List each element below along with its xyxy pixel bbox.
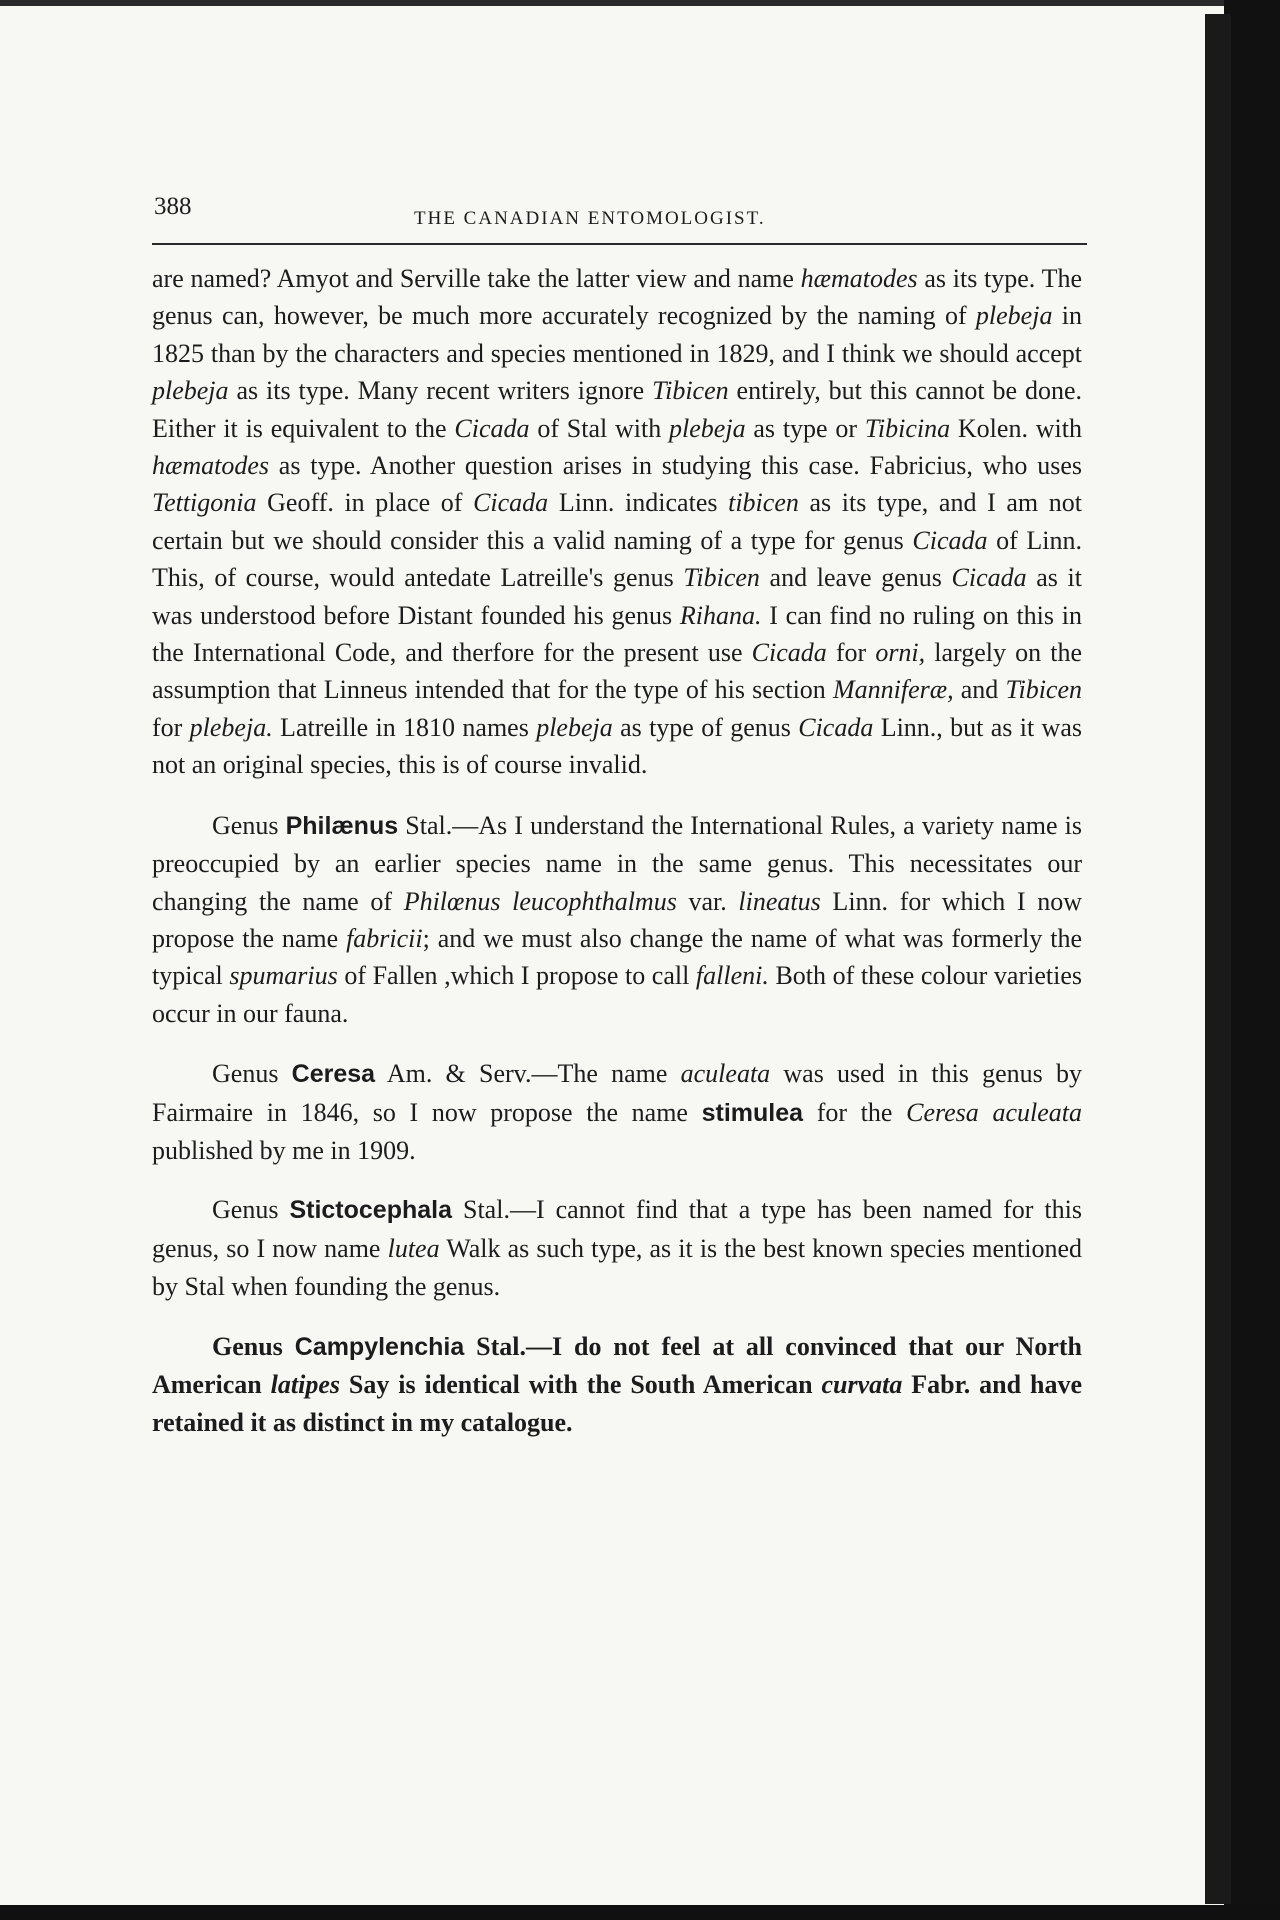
text-run: Am. & Serv.—The name [375, 1059, 681, 1089]
italic-term: aculeata [680, 1059, 771, 1089]
italic-term: Tibicen [652, 376, 729, 406]
italic-term: Philœnus leucophthalmus [403, 886, 677, 916]
text-run: as it was understood before Distant founded his genus [152, 563, 1083, 630]
genus-name: Stictocephala [289, 1196, 452, 1225]
text-run: Stal.—I do not feel at all convinced that our North American [152, 1331, 1082, 1400]
text-run: I can find no ruling on this in the International Code, and therfore for the present use [152, 600, 1082, 668]
italic-term: Tibicen [1005, 675, 1083, 705]
italic-term: Cicada [751, 638, 827, 668]
italic-term: fabricii [346, 923, 423, 953]
scan-bottom-edge [0, 1905, 1280, 1920]
italic-term: Rihana. [679, 600, 762, 630]
italic-term: Cicada [454, 413, 530, 443]
paragraph-philaenus [152, 807, 1082, 1032]
italic-term: hæmatodes [152, 451, 269, 481]
genus-name: Philænus [285, 811, 399, 840]
page-number: 388 [154, 193, 192, 220]
scan-top-edge [0, 0, 1224, 6]
italic-term: plebeja [975, 301, 1053, 331]
italic-term: plebeja [152, 376, 229, 406]
text-run: and leave genus [759, 563, 952, 593]
italic-term: Ceresa aculeata [906, 1097, 1082, 1127]
italic-term: plebeja. [189, 712, 273, 742]
text-run: Genus [212, 1331, 295, 1361]
new-name: stimulea [701, 1098, 804, 1127]
running-title: THE CANADIAN ENTOMOLOGIST. [414, 208, 766, 229]
paragraph-ceresa [152, 1055, 1082, 1169]
text-run: for [152, 712, 190, 742]
text-run: and [953, 675, 1006, 705]
italic-term: Cicada [473, 488, 549, 518]
italic-term: Cicada [798, 712, 874, 742]
text-run: Linn., but as it was not an original species, this is of course invalid. [152, 712, 1082, 780]
text-run: Genus [212, 1195, 290, 1225]
text-run: Linn. for which I now propose the name [152, 886, 1083, 953]
text-run: largely on the assumption that Linneus intended that for the type of his section [152, 638, 1082, 705]
italic-term: plebeja [669, 413, 746, 443]
text-run: was used in this genus by Fairmaire in 1846, so I now propose the name [152, 1059, 1083, 1127]
text-run: Genus [212, 810, 286, 840]
italic-term: lutea [387, 1233, 440, 1263]
italic-term: orni, [875, 638, 926, 668]
text-run: entirely, but this cannot be done. Either it is equivalent to the [152, 376, 1082, 443]
text-run: as its type. Many recent writers ignore [228, 376, 653, 406]
paragraph-stictocephala [152, 1191, 1082, 1306]
text-run: in 1825 than by the characters and species mentioned in 1829, and I think we should accept [152, 301, 1082, 368]
text-run: for the [803, 1097, 907, 1127]
text-run: Latreille in 1810 names [272, 712, 537, 742]
text-run: Genus [212, 1059, 292, 1089]
italic-term: plebeja [536, 712, 613, 742]
italic-term: hæmatodes [800, 264, 918, 293]
italic-term: curvata [821, 1370, 903, 1400]
text-run: are named? Amyot and Serville take the latter view and name [152, 264, 801, 293]
text-run: Geoff. in place of [256, 488, 474, 518]
genus-name: Ceresa [291, 1060, 376, 1089]
italic-term: tibicen [728, 488, 799, 518]
text-run: as type or [745, 413, 865, 443]
text-run: as its type. The genus can, however, be much more accurately recognized by the naming of [152, 264, 1082, 331]
text-run: Both of these colour varieties occur in our fauna. [152, 961, 1082, 1028]
text-run: Say is identical with the South American [340, 1370, 822, 1400]
text-run: of Fallen ,which I propose to call [337, 961, 696, 991]
italic-term: Tibicen [683, 563, 760, 593]
italic-term: latipes [270, 1370, 340, 1400]
text-run: Walk as such type, as it is the best known species mentioned by Stal when founding the genus. [152, 1233, 1082, 1301]
italic-term: Cicada [951, 563, 1027, 593]
italic-term: falleni. [695, 961, 769, 991]
text-run: Fabr. and have retained it as distinct in my catalogue. [152, 1370, 1083, 1438]
genus-name: Campylenchia [294, 1332, 465, 1361]
italic-term: Manniferæ, [832, 675, 954, 705]
page-header [152, 193, 1087, 233]
italic-term: spumarius [229, 961, 338, 991]
text-run: Kolen. with [950, 413, 1082, 443]
paragraph-campylenchia [152, 1328, 1082, 1443]
text-run: Stal.—As I understand the International Rules, a variety name is preoccupied by an earlier species name in the same genus. This necessitates our changing the name of [152, 810, 1082, 916]
text-run: as type of genus [612, 712, 799, 742]
header-rule [152, 243, 1087, 245]
text-run: of Stal with [529, 413, 670, 443]
scan-right-edge [1205, 14, 1231, 1904]
italic-term: Cicada [912, 525, 988, 555]
text-run: Linn. indicates [548, 488, 729, 518]
text-run: for [826, 638, 876, 668]
italic-term: Tibicina [864, 413, 951, 443]
text-run: as its type, and I am not certain but we should consider this a valid naming of a type for genus [152, 488, 1082, 555]
text-run: ; and we must also change the name of what was formerly the typical [152, 923, 1082, 991]
paragraph-1 [152, 260, 1082, 784]
text-run: Stal.—I cannot find that a type has been named for this genus, so I now name [152, 1195, 1082, 1263]
italic-term: Tettigonia [152, 488, 257, 518]
text-run: as type. Another question arises in studying this case. Fabricius, who uses [269, 451, 1082, 481]
text-run: published by me in 1909. [152, 1135, 416, 1165]
text-run: var. [676, 886, 739, 916]
body-text [152, 260, 1082, 1443]
text-run: of Linn. This, of course, would antedate Latreille's genus [152, 525, 1082, 593]
italic-term: lineatus [738, 886, 821, 916]
